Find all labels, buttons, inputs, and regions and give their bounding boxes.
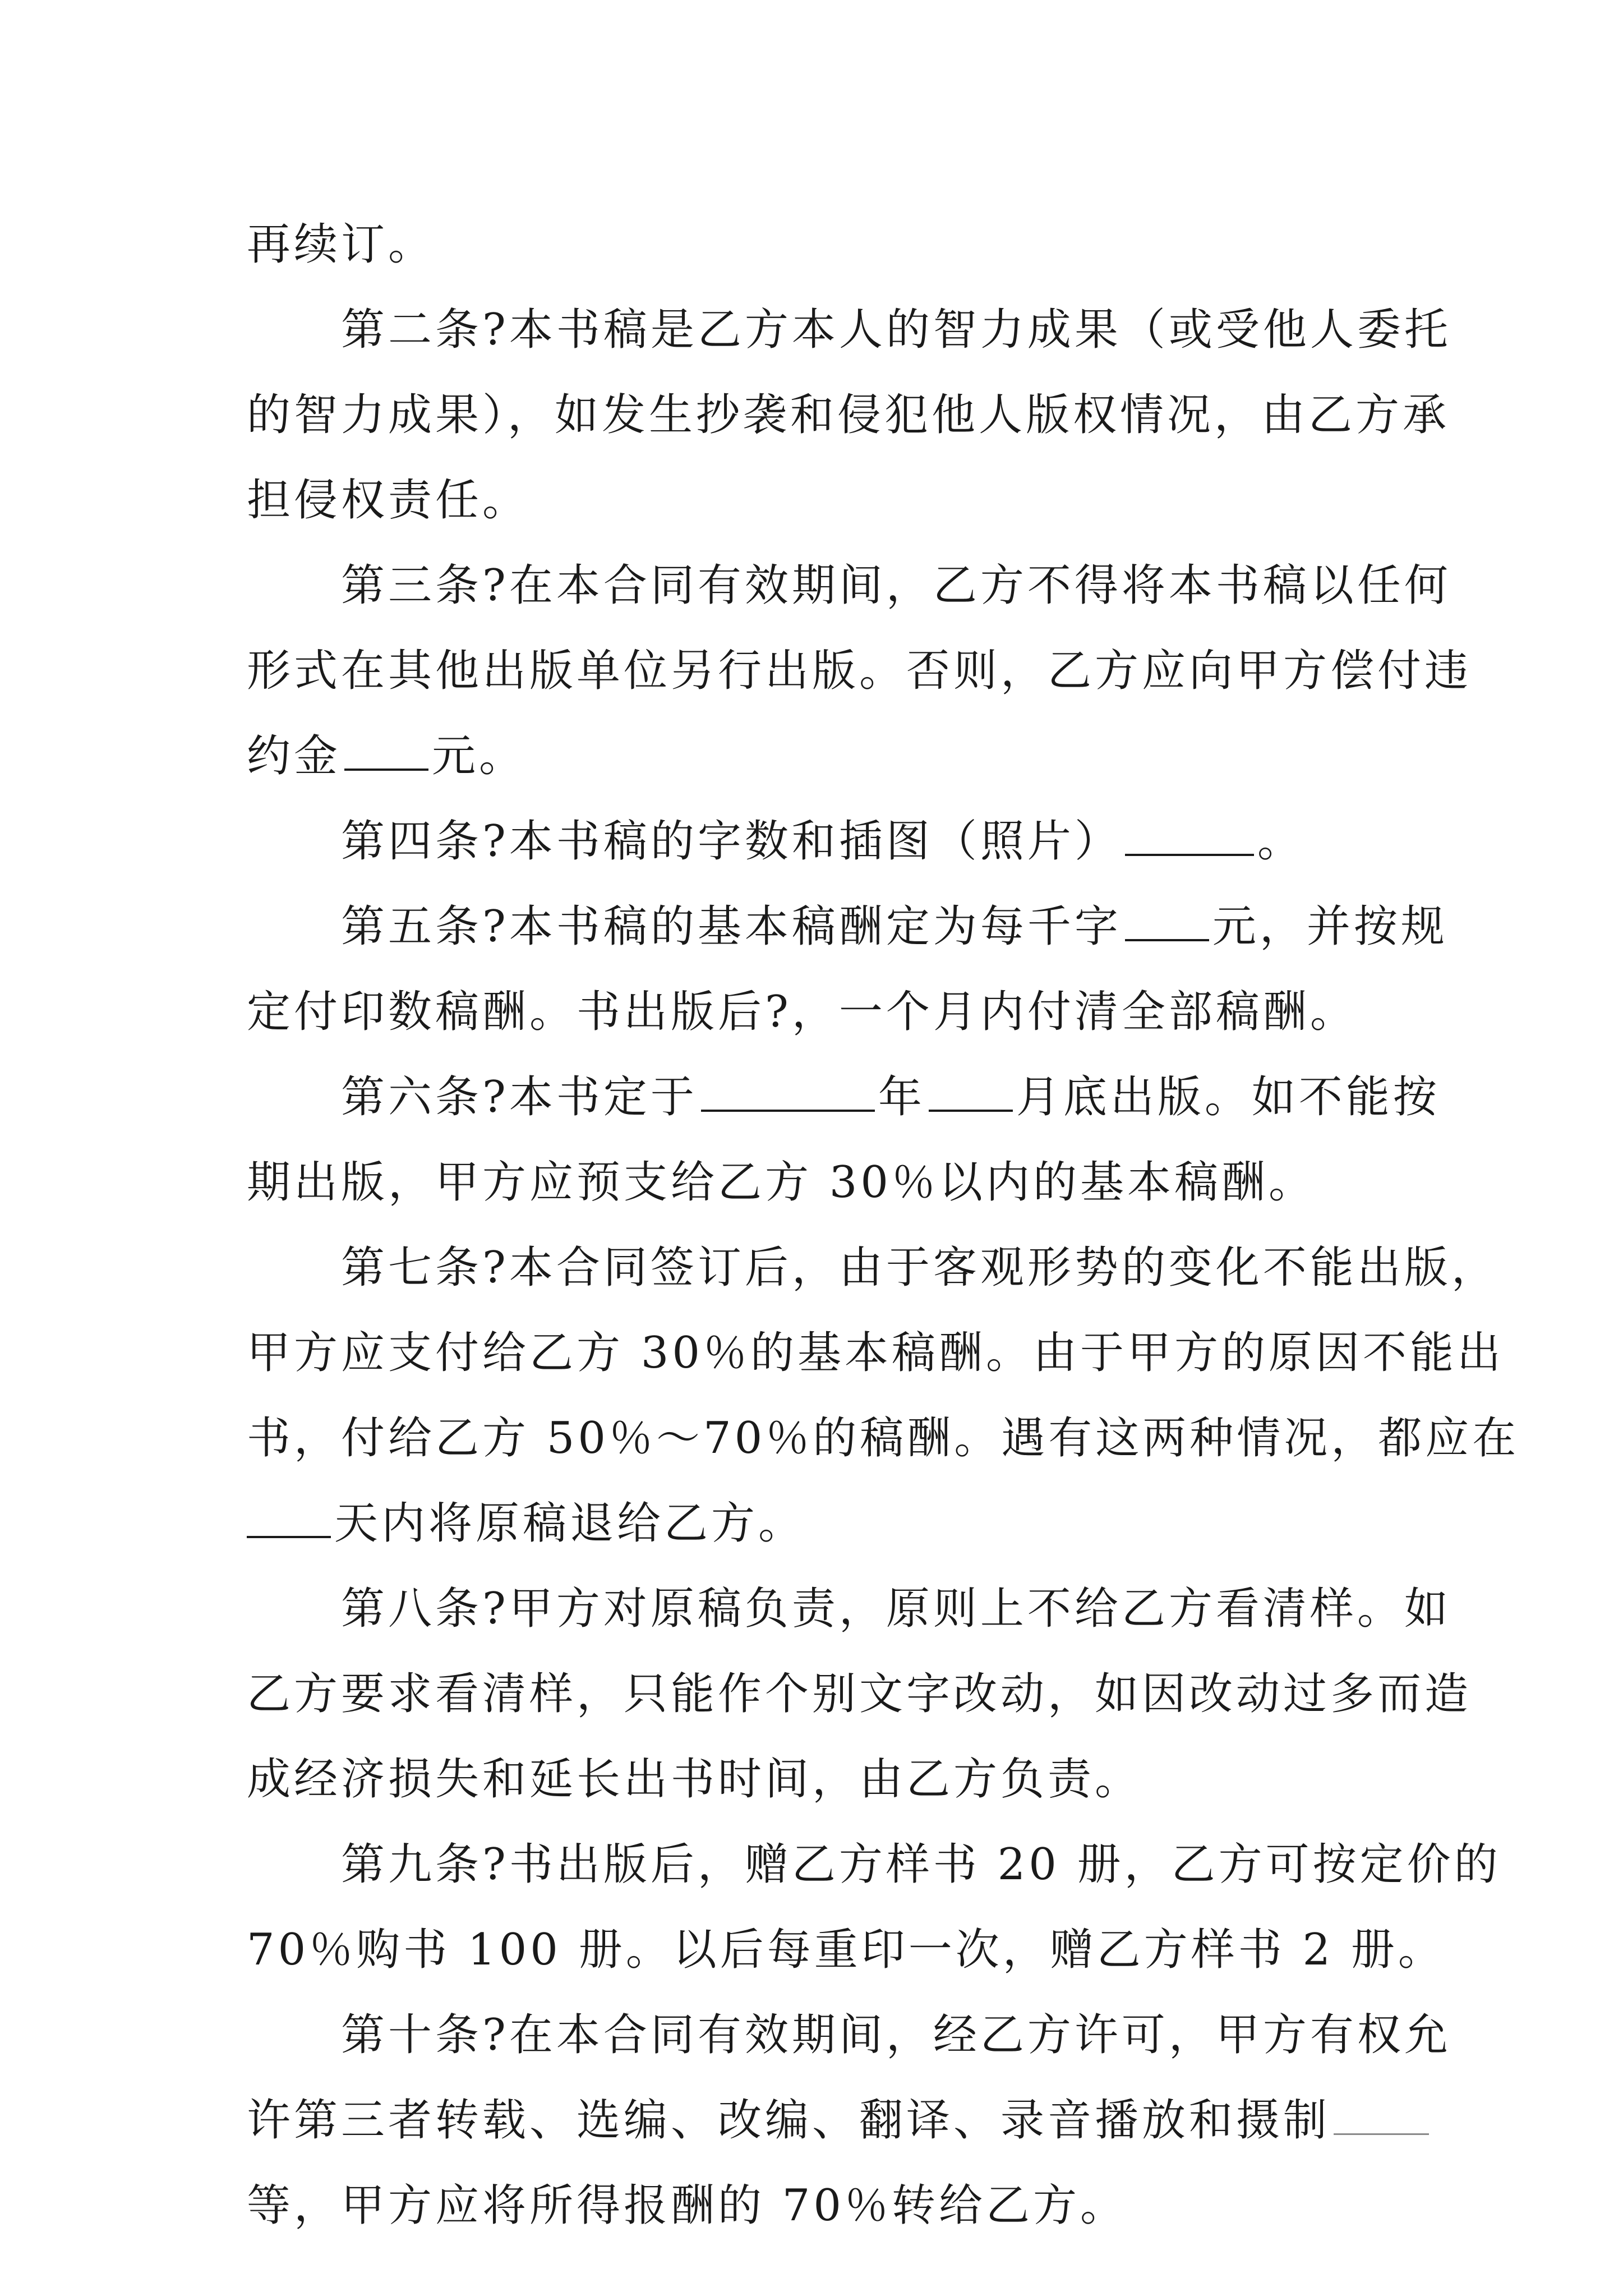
fill-in-blank-month[interactable] xyxy=(929,1066,1013,1112)
text-fragment: 第六条?本书定于 xyxy=(341,1072,698,1122)
text-line: 第八条?甲方对原稿负责，原则上不给乙方看清样。如 xyxy=(341,1584,1451,1634)
text-line: 70％购书 100 册。以后每重印一次，赠乙方样书 2 册。 xyxy=(247,1925,1445,1975)
text-line xyxy=(247,2078,1391,2163)
text-line: 期出版，甲方应预支给乙方 30％以内的基本稿酬。 xyxy=(247,1157,1316,1208)
text-line: 成经济损失和延长出书时间，由乙方负责。 xyxy=(247,1754,1142,1805)
article-9 xyxy=(247,1822,1501,1993)
article-10 xyxy=(247,1993,1451,2248)
fill-in-blank-rate[interactable] xyxy=(1125,895,1209,941)
text-line: 再续订。 xyxy=(247,219,436,270)
text-line: 等，甲方应将所得报酬的 70％转给乙方。 xyxy=(247,2180,1128,2231)
fill-in-blank-penalty[interactable] xyxy=(344,725,428,771)
text-line xyxy=(247,714,1391,799)
fill-in-blank-year[interactable] xyxy=(701,1066,875,1112)
text-line: 乙方要求看清样，只能作个别文字改动，如因改动过多而造 xyxy=(247,1669,1472,1719)
fill-in-blank-media[interactable] xyxy=(1334,2090,1429,2135)
text-line: 第十条?在本合同有效期间，经乙方许可，甲方有权允 xyxy=(341,2010,1451,2060)
fill-in-blank-word-count[interactable] xyxy=(1125,810,1254,856)
text-fragment: 许第三者转载、选编、改编、翻译、录音播放和摄制 xyxy=(247,2095,1331,2146)
text-line: 第七条?本合同签订后，由于客观形势的变化不能出版， xyxy=(341,1243,1498,1293)
text-line: 第三条?在本合同有效期间，乙方不得将本书稿以任何 xyxy=(341,560,1451,611)
text-fragment: 第五条?本书稿的基本稿酬定为每千字 xyxy=(341,901,1122,952)
text-fragment: 。 xyxy=(1257,816,1304,867)
contract-page xyxy=(247,202,1520,2248)
article-2 xyxy=(247,287,1451,543)
article-7 xyxy=(247,1225,1520,1566)
article-3 xyxy=(247,543,1472,799)
article-6 xyxy=(247,1055,1440,1225)
text-line: 的智力成果），如发生抄袭和侵犯他人版权情况，由乙方承 xyxy=(247,390,1450,440)
text-line: 形式在其他出版单位另行出版。否则，乙方应向甲方偿付违 xyxy=(247,646,1472,696)
text-line xyxy=(247,884,1448,969)
text-fragment: 年 xyxy=(878,1072,925,1122)
text-line: 第九条?书出版后，赠乙方样书 20 册，乙方可按定价的 xyxy=(341,1839,1501,1890)
fill-in-blank-days[interactable] xyxy=(247,1492,331,1538)
text-fragment: 元。 xyxy=(432,731,527,781)
text-fragment: 天内将原稿退给乙方。 xyxy=(334,1498,806,1549)
text-fragment: 元，并按规 xyxy=(1212,901,1448,952)
article-5 xyxy=(247,884,1448,1055)
text-line: 第二条?本书稿是乙方本人的智力成果（或受他人委托 xyxy=(341,305,1451,355)
paragraph-renewal xyxy=(247,202,1391,287)
text-line xyxy=(247,799,1391,884)
text-line: 书，付给乙方 50％～70％的稿酬。遇有这两种情况，都应在 xyxy=(247,1413,1520,1464)
text-line: 甲方应支付给乙方 30％的基本稿酬。由于甲方的原因不能出 xyxy=(247,1328,1505,1378)
text-line xyxy=(247,1481,1391,1566)
text-fragment: 月底出版。如不能按 xyxy=(1016,1072,1440,1122)
text-line xyxy=(247,1055,1440,1140)
article-8 xyxy=(247,1566,1472,1822)
text-fragment: 第四条?本书稿的字数和插图（照片） xyxy=(341,816,1122,867)
article-4 xyxy=(247,799,1391,884)
text-line: 担侵权责任。 xyxy=(247,475,530,526)
text-line: 定付印数稿酬。书出版后?，一个月内付清全部稿酬。 xyxy=(247,987,1357,1037)
text-fragment: 约金 xyxy=(247,731,342,781)
